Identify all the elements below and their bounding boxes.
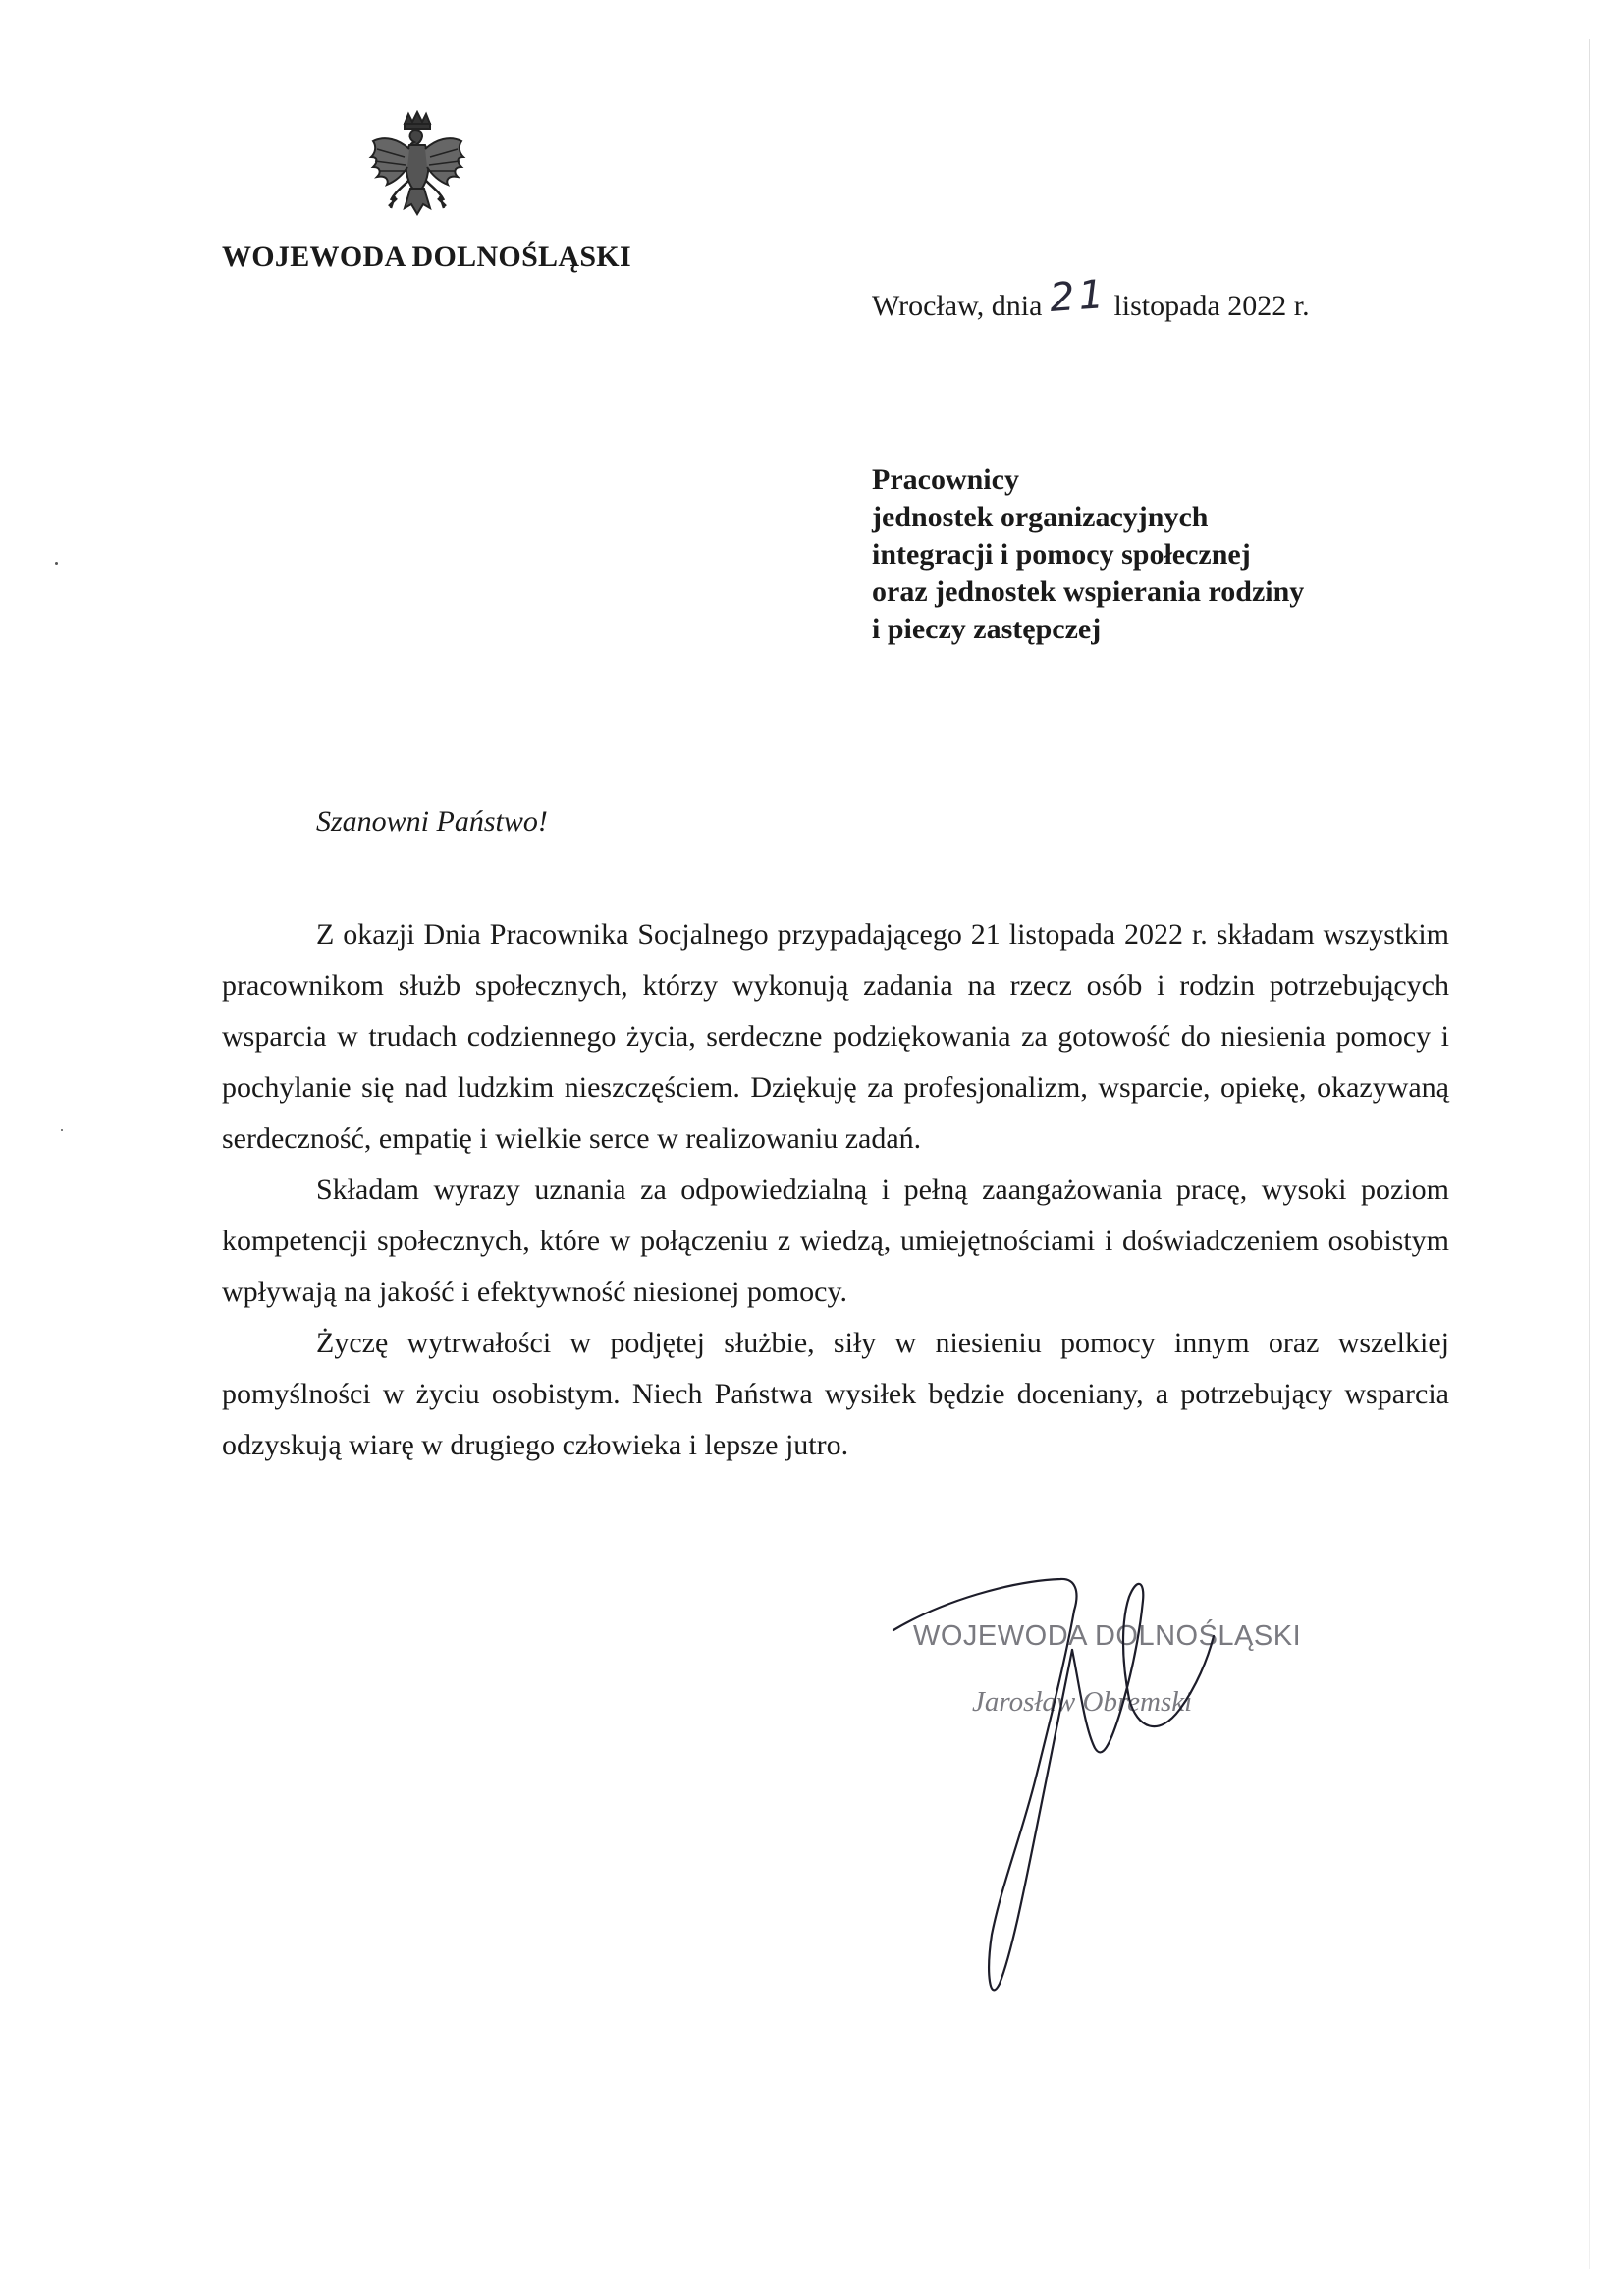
handwritten-signature bbox=[864, 1552, 1302, 2043]
date-suffix: listopada 2022 r. bbox=[1113, 290, 1310, 322]
recipient-line: Pracownicy bbox=[872, 464, 1019, 496]
office-title: WOJEWODA DOLNOŚLĄSKI bbox=[222, 241, 631, 273]
eagle-emblem-icon bbox=[365, 110, 469, 230]
scan-speck bbox=[61, 1129, 63, 1131]
recipient-line: jednostek organizacyjnych bbox=[872, 501, 1209, 533]
stamp-name: Jarosław Obremski bbox=[972, 1686, 1193, 1718]
recipient-line: i pieczy zastępczej bbox=[872, 613, 1102, 645]
scan-edge bbox=[1589, 39, 1590, 2269]
salutation: Szanowni Państwo! bbox=[316, 805, 548, 838]
letter-date bbox=[872, 271, 1310, 325]
date-prefix: Wrocław, dnia bbox=[872, 290, 1043, 322]
letter-body bbox=[222, 909, 1449, 1471]
body-paragraph: Życzę wytrwałości w podjętej służbie, siły w niesieniu pomocy innym oraz wszelkiej pomyślności w życiu osobistym. Niech Państwa wysiłek będzie doceniany, a potrzebujący wsparcia odzyskują wiarę w drugiego człowieka i lepsze jutro. bbox=[222, 1327, 1449, 1461]
scan-speck bbox=[55, 562, 58, 565]
recipient-line: oraz jednostek wspierania rodziny bbox=[872, 575, 1305, 608]
recipient-block bbox=[872, 462, 1304, 648]
recipient-line: integracji i pomocy społecznej bbox=[872, 538, 1251, 571]
stamp-office: WOJEWODA DOLNOŚLĄSKI bbox=[913, 1620, 1302, 1652]
date-day-handwritten: 21 bbox=[1048, 271, 1110, 321]
body-paragraph: Składam wyrazy uznania za odpowiedzialną i pełną zaangażowania pracę, wysoki poziom kompetencji społecznych, które w połączeniu z wiedzą, umiejętnościami i doświadczeniem osobistym wpływają na jakość i efektywność niesionej pomocy. bbox=[222, 1174, 1449, 1308]
body-paragraph: Z okazji Dnia Pracownika Socjalnego przypadającego 21 listopada 2022 r. składam wszystkim pracownikom służb społecznych, którzy wykonują zadania na rzecz osób i rodzin potrzebujących wsparcia w trudach codziennego życia, serdeczne podziękowania za gotowość do niesienia pomocy i pochylanie się nad ludzkim nieszczęściem. Dziękuję za profesjonalizm, wsparcie, opiekę, okazywaną serdeczność, empatię i wielkie serce w realizowaniu zadań. bbox=[222, 918, 1449, 1155]
